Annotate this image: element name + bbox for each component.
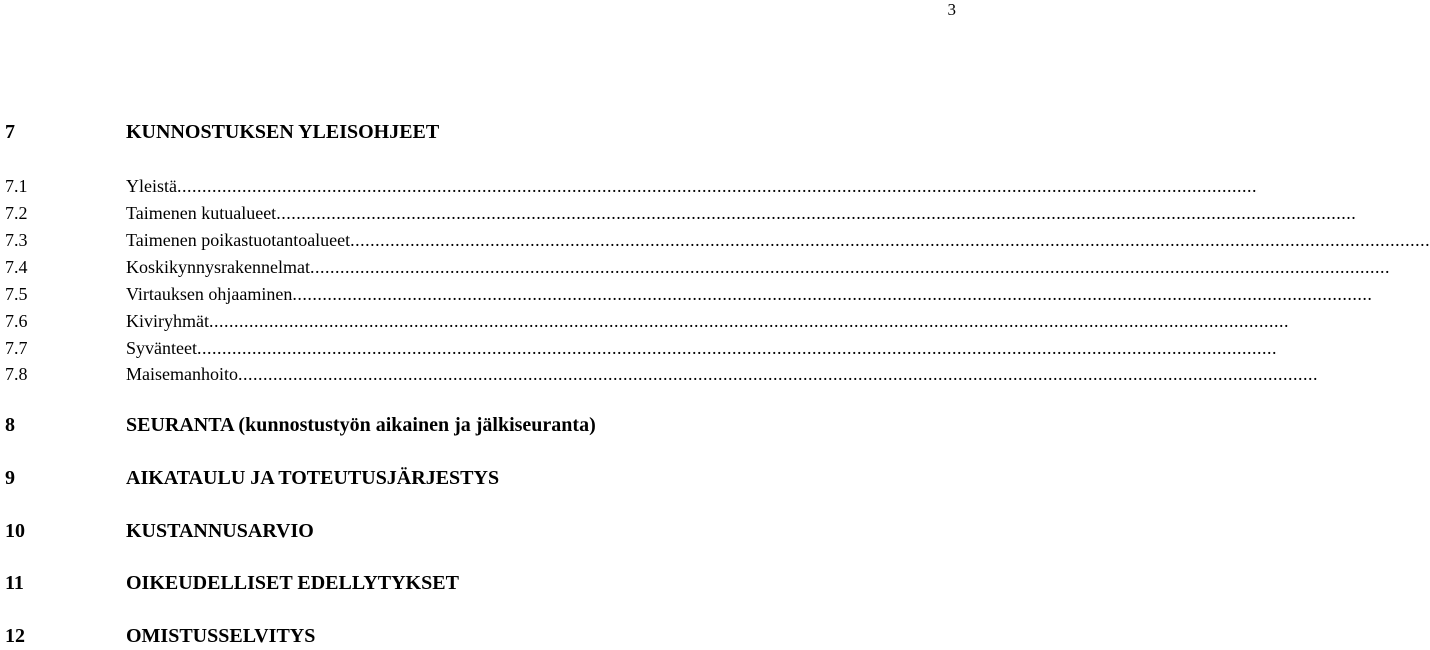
section-title: OIKEUDELLISET EDELLYTYKSET [126, 572, 459, 594]
section-number: 11 [5, 572, 24, 594]
subsection-number: 7.2 [5, 203, 28, 223]
subsection-title: Taimenen poikastuotantoalueet [126, 230, 351, 250]
subsection-title: Taimenen kutualueet [126, 203, 277, 223]
subsection-number: 7.4 [5, 257, 28, 277]
toc-subsection-7-6 [0, 307, 1289, 335]
dot-leader: ........................................................................................................................................................................................................................ [196, 338, 1277, 358]
subsection-number: 7.5 [5, 284, 28, 304]
subsection-title: Syvänteet [126, 338, 197, 358]
toc-subsection-7-5 [0, 280, 1373, 308]
subsection-title: Maisemanhoito [126, 364, 238, 384]
subsection-title: Yleistä [126, 176, 177, 196]
toc-subsection-7-7 [0, 334, 1277, 362]
section-number: 12 [5, 625, 25, 647]
page-number: 3 [947, 0, 956, 19]
section-number: 10 [5, 520, 25, 542]
section-title: SEURANTA (kunnostustyön aikainen ja jälkiseuranta) [126, 414, 596, 436]
toc-section-8 [0, 411, 960, 439]
section-title: AIKATAULU JA TOTEUTUSJÄRJESTYS [126, 467, 500, 489]
toc-section-12 [0, 622, 960, 650]
dot-leader: ........................................................................................................................................................................................................................ [177, 176, 1257, 196]
section-number: 8 [5, 414, 15, 436]
subsection-title: Virtauksen ohjaaminen [126, 284, 293, 304]
toc-section-11 [0, 569, 960, 597]
dot-leader: ........................................................................................................................................................................................................................ [309, 257, 1390, 277]
subsection-title: Koskikynnysrakennelmat [126, 257, 310, 277]
dot-leader: ........................................................................................................................................................................................................................ [292, 284, 1373, 304]
subsection-number: 7.3 [5, 230, 28, 250]
section-title: KUNNOSTUKSEN YLEISOHJEET [126, 121, 440, 143]
toc-section-9 [0, 464, 960, 492]
section-number: 9 [5, 467, 15, 489]
subsection-number: 7.7 [5, 338, 28, 358]
subsection-title: Kiviryhmät [126, 311, 209, 331]
dot-leader: ........................................................................................................................................................................................................................ [237, 364, 1318, 384]
toc-subsection-7-8 [0, 360, 1318, 388]
dot-leader: ........................................................................................................................................................................................................................ [276, 203, 1357, 223]
toc-subsection-7-2 [0, 199, 1357, 227]
section-number: 7 [5, 121, 15, 143]
dot-leader: ........................................................................................................................................................................................................................ [209, 311, 1289, 331]
section-title: OMISTUSSELVITYS [126, 625, 316, 647]
subsection-number: 7.1 [5, 176, 28, 196]
toc-section-10 [0, 517, 960, 545]
toc-subsection-7-3 [0, 226, 1430, 254]
toc-subsection-7-1 [0, 172, 1257, 200]
subsection-number: 7.8 [5, 364, 28, 384]
toc-subsection-7-4 [0, 253, 1390, 281]
dot-leader: ........................................................................................................................................................................................................................ [350, 230, 1430, 250]
toc-section-7 [0, 118, 960, 146]
subsection-number: 7.6 [5, 311, 28, 331]
section-title: KUSTANNUSARVIO [126, 520, 314, 542]
